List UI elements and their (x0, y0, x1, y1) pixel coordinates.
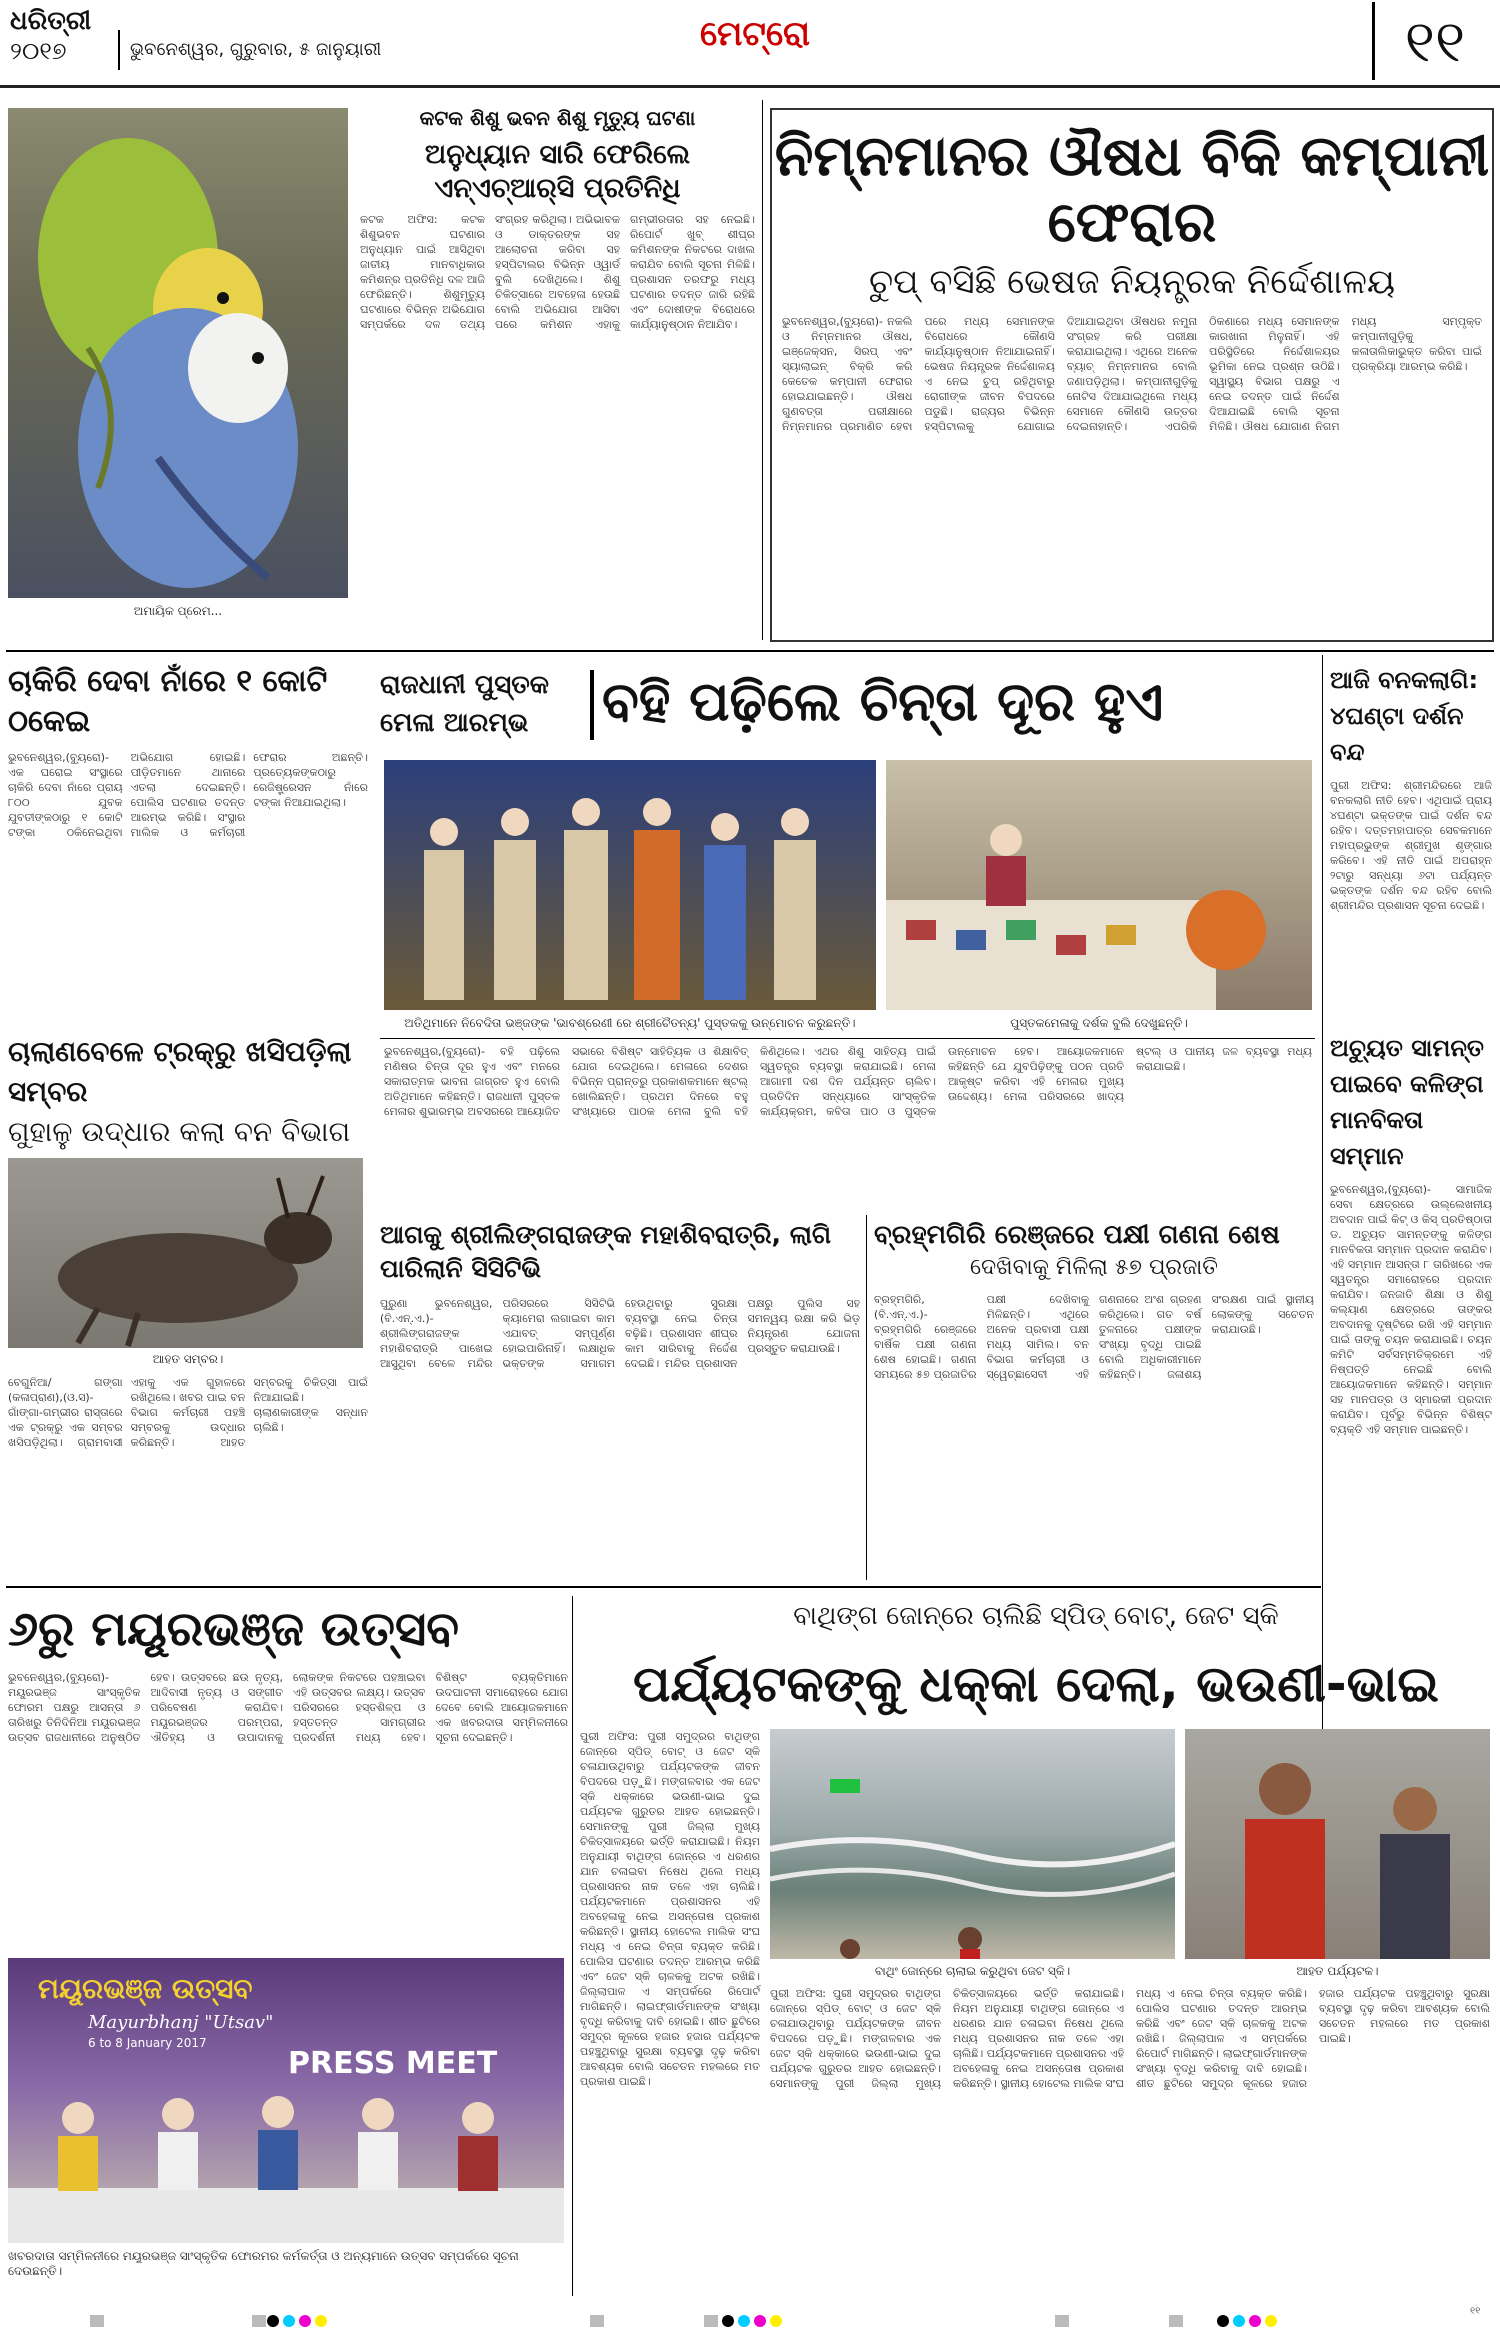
tourists-body-bottom: ପୁରୀ ଅଫିସ: ପୁରୀ ସମୁଦ୍ରର ବାଥିଙ୍ଗ ଜୋନ୍‌ରେ ସ୍ପିଡ୍ ବୋଟ୍ ଓ ଜେଟ ସ୍କି ଚଳାଯାଉଥିବାରୁ ପର୍ଯ୍ୟଟକଙ୍କ ଜୀବନ ବିପଦରେ ପଡ଼ୁଛି। ମଙ୍ଗଳବାର ଏକ ଜେଟ ସ୍କି ଧକ୍କାରେ ଭଉଣୀ-ଭାଇ ଦୁଇ ପର୍ଯ୍ୟଟକ ଗୁରୁତର ଆହତ ହୋଇଛନ୍ତି। ସେମାନଙ୍କୁ ପୁରୀ ଜିଲ୍ଲା ମୁଖ୍ୟ ଚିକିତ୍ସାଳୟରେ ଭର୍ତ୍ତି କରାଯାଇଛି। ନିୟମ ଅନୁଯାୟୀ ବାଥିଙ୍ଗ ଜୋନ୍‌ରେ ଏ ଧରଣର ଯାନ ଚଳାଇବା ନିଷେଧ ଥିଲେ ମଧ୍ୟ ପ୍ରଶାସନର ନାକ ତଳେ ଏହା ଚାଲିଛି। ପର୍ଯ୍ୟଟକମାନେ ପ୍ରଶାସନର ଏହି ଅବହେଳାକୁ ନେଇ ଅସନ୍ତୋଷ ପ୍ରକାଶ କରିଛନ୍ତି। ସ୍ଥାନୀୟ ହୋଟେଲ ମାଲିକ ସଂଘ ମଧ୍ୟ ଏ ନେଇ ଚିନ୍ତା ବ୍ୟକ୍ତ କରିଛି। ପୋଲିସ ଘଟଣାର ତଦନ୍ତ ଆରମ୍ଭ କରିଛି ଏବଂ ଜେଟ ସ୍କି ଚାଳକକୁ ଅଟକ ରଖିଛି। ଜିଲ୍ଲାପାଳ ଏ ସମ୍ପର୍କରେ ରିପୋର୍ଟ ମାଗିଛନ୍ତି। ଲାଇଫ୍‌ଗାର୍ଡମାନଙ୍କ ସଂଖ୍ୟା ବୃଦ୍ଧି କରିବାକୁ ଦାବି ହୋଇଛି। ଶୀତ ଛୁଟିରେ ସମୁଦ୍ର କୂଳରେ ହଜାର ହଜାର ପର୍ଯ୍ୟଟକ ପହଞ୍ଚୁଥିବାରୁ ସୁରକ୍ଷା ବ୍ୟବସ୍ଥା ଦୃଢ଼ କରିବା ଆବଶ୍ୟକ ବୋଲି ସଚେତନ ମହଲରେ ମତ ପ୍ରକାଶ ପାଇଛି। (770, 1987, 1490, 2090)
print-footer (0, 2300, 1500, 2338)
banner-dates: 6 to 8 January 2017 (88, 2036, 207, 2050)
deer-illustration (8, 1158, 363, 1348)
book-fair-rule (380, 1038, 1315, 1039)
bird-count-headline: ବ୍ରହ୍ମଗିରି ରେଞ୍ଜରେ ପକ୍ଷୀ ଗଣନା ଶେଷ (874, 1220, 1280, 1250)
color-dots-2 (720, 2312, 784, 2331)
mayurbhanj-body: ଭୁବନେଶ୍ୱର,(ବ୍ୟୁରୋ)- ମୟୂରଭଞ୍ଜ ସାଂସ୍କୃତିକ ଫୋରମ ପକ୍ଷରୁ ଆସନ୍ତା ୬ ତାରିଖରୁ ତିନିଦିନିଆ ମୟୂରଭଞ୍ଜ ଉତ୍ସବ ରାଜଧାନୀରେ ଅନୁଷ୍ଠିତ ହେବ। ଉତ୍ସବରେ ଛଉ ନୃତ୍ୟ, ଆଦିବାସୀ ନୃତ୍ୟ ଓ ସଙ୍ଗୀତ ପରିବେଷଣ କରାଯିବ। ମୟୂରଭଞ୍ଜର ପରମ୍ପରା, ଐତିହ୍ୟ ଓ ଉପାଦାନକୁ ଲୋକଙ୍କ ନିକଟରେ ପହଞ୍ଚାଇବା ଏହି ଉତ୍ସବର ଲକ୍ଷ୍ୟ। ଉତ୍ସବ ପରିସରରେ ହସ୍ତଶିଳ୍ପ ଓ ହସ୍ତତନ୍ତ ସାମଗ୍ରୀର ପ୍ରଦର୍ଶନୀ ମଧ୍ୟ ହେବ। ବିଶିଷ୍ଟ ବ୍ୟକ୍ତିମାନେ ଉଦଘାଟନୀ ସମାରୋହରେ ଯୋଗ ଦେବେ ବୋଲି ଆୟୋଜକମାନେ ଏକ ଖବରଦାତା ସମ୍ମିଳନୀରେ ସୂଚନା ଦେଇଛନ୍ତି। (8, 1671, 568, 1744)
deer-photo-caption: ଆହତ ସମ୍ବର। (152, 1352, 224, 1366)
book-fair-headline: ବହି ପଢ଼ିଲେ ଚିନ୍ତା ଦୂର ହୁଏ (602, 670, 1164, 733)
masthead (0, 0, 1500, 88)
samanta-award-headline: ଅଚ୍ୟୁତ ସାମନ୍ତ ପାଇବେ କଳିଙ୍ଗ ମାନବିକତା ସମ୍ମାନ (1330, 1034, 1484, 1170)
bankalagi-headline: ଆଜି ବନକଲାଗି: ୪ଘଣ୍ଟା ଦର୍ଶନ ବନ୍ଦ (1330, 666, 1479, 766)
deer-photo (8, 1158, 363, 1348)
shivaratri-body: ପୁରୁଣା ଭୁବନେଶ୍ୱର, (ବି.ଏନ୍.ଏ.)- ଶ୍ରୀଲିଙ୍ଗରାଜଙ୍କ ମହାଶିବରାତ୍ରି ପାଖେଇ ଆସୁଥିବା ବେଳେ ମନ୍ଦିର ପରିସରରେ ସିସିଟିଭି କ୍ୟାମେରା ଲଗାଇବା କାମ ଏଯାବତ୍ ସମ୍ପୂର୍ଣ୍ଣ ହୋଇପାରିନାହିଁ। ଲକ୍ଷାଧିକ ଭକ୍ତଙ୍କ ସମାଗମ ହେଉଥିବାରୁ ସୁରକ୍ଷା ବ୍ୟବସ୍ଥା ନେଇ ଚିନ୍ତା ବଢ଼ିଛି। ପ୍ରଶାସନ ଶୀଘ୍ର କାମ ସାରିବାକୁ ନିର୍ଦ୍ଦେଶ ଦେଇଛି। ମନ୍ଦିର ପ୍ରଶାସନ ପକ୍ଷରୁ ପୁଲିସ ସହ ସମନ୍ୱୟ ରକ୍ଷା କରି ଭିଡ଼ ନିୟନ୍ତ୍ରଣ ଯୋଜନା ପ୍ରସ୍ତୁତ କରାଯାଉଛି। (380, 1297, 860, 1370)
logo-year: ୨୦୧୭ (10, 37, 67, 65)
samanta-award-body: ଭୁବନେଶ୍ୱର,(ବ୍ୟୁରୋ)- ସାମାଜିକ ସେବା କ୍ଷେତ୍ରରେ ଉଲ୍ଲେଖନୀୟ ଅବଦାନ ପାଇଁ କିଟ୍ ଓ କିସ୍ ପ୍ରତିଷ୍ଠାତା ଡ. ଅଚ୍ୟୁତ ସାମନ୍ତଙ୍କୁ କଳିଙ୍ଗ ମାନବିକତା ସମ୍ମାନ ପ୍ରଦାନ କରାଯିବ। ଏହି ସମ୍ମାନ ଆସନ୍ତା ୮ ତାରିଖରେ ଏକ ସ୍ୱତନ୍ତ୍ର ସମାରୋହରେ ପ୍ରଦାନ କରାଯିବ। ଜନଜାତି ଶିକ୍ଷା ଓ ଶିଶୁ କଲ୍ୟାଣ କ୍ଷେତ୍ରରେ ତାଙ୍କର ଅବଦାନକୁ ଦୃଷ୍ଟିରେ ରଖି ଏହି ସମ୍ମାନ ପାଇଁ ତାଙ୍କୁ ଚୟନ କରାଯାଇଛି। ଚୟନ କମିଟି ସର୍ବସମ୍ମତିକ୍ରମେ ଏହି ନିଷ୍ପତ୍ତି ନେଇଛି ବୋଲି ଆୟୋଜକମାନେ କହିଛନ୍ତି। ସମ୍ମାନ ସହ ମାନପତ୍ର ଓ ସ୍ମାରକୀ ପ୍ରଦାନ କରାଯିବ। ପୂର୍ବରୁ ବିଭିନ୍ନ ବିଶିଷ୍ଟ ବ୍ୟକ୍ତି ଏହି ସମ୍ମାନ ପାଇଛନ୍ତି। (1330, 1183, 1492, 1436)
bird-count-subhead: ଦେଖିବାକୁ ମିଳିଲା ୫୭ ପ୍ରଜାତି (970, 1255, 1218, 1280)
book-fair-divider (590, 670, 594, 740)
deer-headline-1: ଚାଲାଣବେଳେ ଟ୍ରକ୍‌ରୁ ଖସିପଡ଼ିଲା ସମ୍ବର (8, 1035, 352, 1108)
mayurbhanj-story (8, 1596, 568, 2296)
jet-ski-caption: ବାଥିଂ ଜୋନ୍‌ରେ ଚାଲାଇ କରୁଥିବା ଜେଟ ସ୍କି। (874, 1964, 1071, 1978)
logo-name: ଧରିତ୍ରୀ (10, 6, 92, 36)
dateline: ଭୁବନେଶ୍ୱର, ଗୁରୁବାର, ୫ ଜାନୁୟାରୀ (118, 30, 381, 70)
deer-headline-2: ଗୁହାଳୁ ଉଦ୍ଧାର କଲା ବନ ବିଭାଗ (8, 1115, 351, 1148)
deer-story (8, 1032, 368, 1572)
color-dots-3 (1215, 2312, 1279, 2331)
deer-body: ବେଗୁନିଆ/ ଗଙ୍ଗା (କଳାପ୍ରାଣ),(ଓ.ସ)- ଗାଁଙ୍ଗା-ଗମ୍ଭୀର ରାସ୍ତାରେ ଏକ ଟ୍ରକ୍‌ରୁ ଏକ ସମ୍ବର ଖସିପଡ଼ିଥିଲା। ଗ୍ରାମବାସୀ ଏହାକୁ ଏକ ଗୁହାଳରେ ରଖିଥିଲେ। ଖବର ପାଇ ବନ ବିଭାଗ କର୍ମଚାରୀ ପହଞ୍ଚି ସମ୍ବରକୁ ଉଦ୍ଧାର କରିଛନ୍ତି। ଆହତ ସମ୍ବରକୁ ଚିକିତ୍ସା ପାଇଁ ନିଆଯାଇଛି। ଚାଲାଣକାରୀଙ୍କ ସନ୍ଧାନ ଚାଲିଛି। (8, 1376, 368, 1449)
section-title: ମେଟ୍ରୋ (699, 14, 811, 54)
mayurbhanj-headline: ୬ରୁ ମୟୂରଭଞ୍ଜ ଉତ୍ସବ (8, 1601, 459, 1657)
registration-marks-1 (90, 2312, 266, 2331)
jet-ski-illustration (770, 1729, 1175, 1959)
lead-headline: ନିମ୍ନମାନର ଔଷଧ ବିକି କମ୍ପାନୀ ଫେରାର (774, 124, 1490, 255)
shivaratri-divider (866, 1215, 867, 1580)
book-launch-caption: ଅତିଥିମାନେ ନିବେଦିତା ଭଞ୍ଜଙ୍କ 'ଭାବଶ୍ରେଣୀ ରେ ଶ୍ରୀଚୈତନ୍ୟ' ପୁସ୍ତକକୁ ଉନ୍ମୋଚନ କରୁଛନ୍ତି। (404, 1016, 856, 1030)
jet-ski-photo (770, 1729, 1175, 1959)
bird-count-story (874, 1218, 1314, 1578)
nhrc-kicker: କଟକ ଶିଶୁ ଭବନ ଶିଶୁ ମୃତ୍ୟୁ ଘଟଣା (419, 106, 696, 130)
tourists-headline: ପର୍ଯ୍ୟଟକଙ୍କୁ ଧକ୍କା ଦେଲା, ଭଉଣୀ-ଭାଇ (632, 1655, 1440, 1713)
shivaratri-headline: ଆଗକୁ ଶ୍ରୀଲିଙ୍ଗରାଜଙ୍କ ମହାଶିବରାତ୍ରି, ଲାଗି ପାରିଲାନି ସିସିଟିଭି (380, 1220, 832, 1283)
book-fair-kicker: ରାଜଧାନୀ ପୁସ୍ତକ ମେଳା ଆରମ୍ଭ (380, 670, 549, 738)
bird-photo-caption: ଅମାୟିକ ପ୍ରେମ... (133, 604, 223, 618)
registration-marks-3 (1055, 2312, 1183, 2331)
injured-tourists-caption: ଆହତ ପର୍ଯ୍ୟଟକ। (1296, 1964, 1379, 1978)
horizontal-rule-2 (6, 1586, 1321, 1588)
shivaratri-story (380, 1218, 860, 1578)
job-fraud-headline: ଚାକିରି ଦେବା ନାଁରେ ୧ କୋଟି ଠକେଇ (8, 664, 328, 739)
bankalagi-body: ପୁରୀ ଅଫିସ: ଶ୍ରୀମନ୍ଦିରରେ ଆଜି ବନକଲାଗି ନୀତି ହେବ। ଏଥିପାଇଁ ପ୍ରାୟ ୪ଘଣ୍ଟା ଭକ୍ତଙ୍କ ପାଇଁ ଦର୍ଶନ ବନ୍ଦ ରହିବ। ଦତ୍ତମହାପାତ୍ର ସେବକମାନେ ମହାପ୍ରଭୁଙ୍କ ଶ୍ରୀମୁଖ ଶୃଙ୍ଗାର କରିବେ। ଏହି ନୀତି ପାଇଁ ଅପରାହ୍ନ ୨ଟାରୁ ସନ୍ଧ୍ୟା ୬ଟା ପର୍ଯ୍ୟନ୍ତ ଭକ୍ତଙ୍କ ଦର୍ଶନ ବନ୍ଦ ରହିବ ବୋଲି ଶ୍ରୀମନ୍ଦିର ପ୍ରଶାସନ ସୂଚନା ଦେଇଛି। (1330, 779, 1492, 912)
job-fraud-body: ଭୁବନେଶ୍ୱର,(ବ୍ୟୁରୋ)- ଏକ ଘରୋଇ ସଂସ୍ଥାରେ ଚାକିରି ଦେବା ନାଁରେ ପ୍ରାୟ ୮୦୦ ଯୁବକ ଯୁବତୀଙ୍କଠାରୁ ୧ କୋଟି ଟଙ୍କା ଠକିନେଇଥିବା ଅଭିଯୋଗ ହୋଇଛି। ପୀଡ଼ିତମାନେ ଥାନାରେ ଏତଲା ଦେଇଛନ୍ତି। ପୋଲିସ ଘଟଣାର ତଦନ୍ତ ଆରମ୍ଭ କରିଛି। ସଂସ୍ଥାର ମାଲିକ ଓ କର୍ମଚାରୀ ଫେରାର ଅଛନ୍ତି। ପ୍ରତ୍ୟେକଙ୍କଠାରୁ ରେଜିଷ୍ଟ୍ରେସନ ନାଁରେ ଟଙ୍କା ନିଆଯାଇଥିଲା। (8, 751, 368, 839)
newspaper-logo (10, 6, 110, 76)
book-stall-illustration (886, 760, 1312, 1010)
mayurbhanj-press-photo (8, 1958, 564, 2243)
footer-page-code: ୧୧ (1470, 2306, 1481, 2317)
injured-tourists-illustration (1185, 1729, 1490, 1959)
nhrc-body: କଟକ ଅଫିସ: କଟକ ଶିଶୁଭବନ ଘଟଣାର ଅନୁଧ୍ୟାନ ପାଇଁ ଆସିଥିବା ଜାତୀୟ ମାନବାଧିକାର କମିଶନ୍‌ର ପ୍ରତିନିଧି ଦଳ ଆଜି ଫେରିଛନ୍ତି। ଶିଶୁମୃତ୍ୟୁ ଘଟଣାରେ ବିଭିନ୍ନ ଅଭିଯୋଗ ସମ୍ପର୍କରେ ଦଳ ତଥ୍ୟ ସଂଗ୍ରହ କରିଥିଲା। ଅଭିଭାବକ ଓ ଡାକ୍ତରଙ୍କ ସହ ଆଲୋଚନା କରିବା ସହ ହସ୍ପିଟାଲର ବିଭିନ୍ନ ଓ୍ୱାର୍ଡ ବୁଲି ଦେଖିଥିଲେ। ଶିଶୁ ଚିକିତ୍ସାରେ ଅବହେଳା ହେଉଛି ବୋଲି ଅଭିଯୋଗ ଆସିବା ପରେ କମିଶନ ଏହାକୁ ଗମ୍ଭୀରତାର ସହ ନେଇଛି। ରିପୋର୍ଟ ଖୁବ୍ ଶୀଘ୍ର କମିଶନଙ୍କ ନିକଟରେ ଦାଖଲ କରାଯିବ ବୋଲି ସୂଚନା ମିଳିଛି। ପ୍ରଶାସନ ତରଫରୁ ମଧ୍ୟ ଘଟଣାର ତଦନ୍ତ ଜାରି ରହିଛି ଏବଂ ଦୋଷୀଙ୍କ ବିରୋଧରେ କାର୍ଯ୍ୟାନୁଷ୍ଠାନ ନିଆଯିବ। (360, 213, 755, 331)
book-launch-illustration (384, 760, 876, 1010)
nhrc-story (360, 106, 755, 638)
banner-subtitle: Mayurbhanj "Utsav" (88, 2012, 274, 2033)
mayurbhanj-divider (572, 1596, 573, 2296)
color-dots-1 (265, 2312, 329, 2331)
registration-marks-2 (590, 2312, 718, 2331)
book-stall-photo (886, 760, 1312, 1010)
page-number: ୧୧ (1372, 2, 1495, 80)
lead-subhead: ଚୁପ୍ ବସିଛି ଭେଷଜ ନିୟନ୍ତ୍ରକ ନିର୍ଦ୍ଦେଶାଳୟ (868, 262, 1396, 302)
press-meet-illustration (8, 2078, 564, 2243)
bird-photo-block (8, 108, 348, 633)
horizontal-rule-1 (6, 650, 1494, 652)
banner-title: ମୟୂରଭଞ୍ଜ ଉତ୍ସବ (38, 1972, 253, 2005)
mayurbhanj-caption: ଖବରଦାତା ସମ୍ମିଳନୀରେ ମୟୂରଭଞ୍ଜ ସାଂସ୍କୃତିକ ଫୋରମର କର୍ମକର୍ତ୍ତା ଓ ଅନ୍ୟମାନେ ଉତ୍ସବ ସମ୍ପର୍କରେ ସୂଚନା ଦେଉଛନ୍ତି। (8, 2249, 519, 2278)
vertical-rule (762, 100, 763, 640)
book-launch-photo (384, 760, 876, 1010)
job-fraud-story (8, 662, 368, 1022)
nhrc-headline: ଅନୁଧ୍ୟାନ ସାରି ଫେରିଲେ ଏନ୍‌ଏଚ୍‌ଆର୍‌ସି ପ୍ରତିନିଧି (424, 139, 691, 204)
injured-tourists-photo (1185, 1729, 1490, 1959)
lead-body: ଭୁବନେଶ୍ୱର,(ବ୍ୟୁରୋ)- ନକଲି ଓ ନିମ୍ନମାନର ଔଷଧ, ଇଞ୍ଜେକ୍ସନ, ସିରପ୍ ଏବଂ ସ୍ୟାଲାଇନ୍ ବିକ୍ରି କରି କେତେକ କମ୍ପାନୀ ଫେରାର ହୋଇଯାଇଛନ୍ତି। ଔଷଧ ଗୁଣବତ୍ତା ପରୀକ୍ଷାରେ ନିମ୍ନମାନର ପ୍ରମାଣିତ ହେବା ପରେ ମଧ୍ୟ ସେମାନଙ୍କ ବିରୋଧରେ କୌଣସି କାର୍ଯ୍ୟାନୁଷ୍ଠାନ ନିଆଯାଇନାହିଁ। ଭେଷଜ ନିୟନ୍ତ୍ରକ ନିର୍ଦ୍ଦେଶାଳୟ ଏ ନେଇ ଚୁପ୍ ରହିଥିବାରୁ ରୋଗୀଙ୍କ ଜୀବନ ବିପଦରେ ପଡୁଛି। ରାଜ୍ୟର ବିଭିନ୍ନ ହସ୍ପିଟାଲକୁ ଯୋଗାଇ ଦିଆଯାଇଥିବା ଔଷଧର ନମୁନା ସଂଗ୍ରହ କରି ପରୀକ୍ଷା କରାଯାଇଥିଲା। ଏଥିରେ ଅନେକ ବ୍ୟାଚ୍ ନିମ୍ନମାନର ବୋଲି ଜଣାପଡ଼ିଥିଲା। କମ୍ପାନୀଗୁଡ଼ିକୁ ନୋଟିସ ଦିଆଯାଇଥିଲେ ମଧ୍ୟ ସେମାନେ କୌଣସି ଉତ୍ତର ଦେଇନାହାନ୍ତି। ଏପରିକି ଠିକଣାରେ ମଧ୍ୟ ସେମାନଙ୍କ କାରଖାନା ମିଳୁନାହିଁ। ଏହି ପରିସ୍ଥିତିରେ ନିର୍ଦ୍ଦେଶାଳୟର ଭୂମିକା ନେଇ ପ୍ରଶ୍ନ ଉଠିଛି। ସ୍ୱାସ୍ଥ୍ୟ ବିଭାଗ ପକ୍ଷରୁ ଏ ନେଇ ତଦନ୍ତ ପାଇଁ ନିର୍ଦ୍ଦେଶ ଦିଆଯାଇଛି ବୋଲି ସୂଚନା ମିଳିଛି। ଔଷଧ ଯୋଗାଣ ନିଗମ ମଧ୍ୟ ସମ୍ପୃକ୍ତ କମ୍ପାନୀଗୁଡ଼ିକୁ କଳାତାଲିକାଭୁକ୍ତ କରିବା ପାଇଁ ପ୍ରକ୍ରିୟା ଆରମ୍ଭ କରିଛି। (782, 315, 1482, 433)
book-stall-caption: ପୁସ୍ତକମେଳାକୁ ଦର୍ଶକ ବୁଲି ଦେଖୁଛନ୍ତି। (1010, 1016, 1188, 1030)
tourists-story (580, 1594, 1492, 2298)
press-meet-text: PRESS MEET (288, 2046, 498, 2081)
tourists-body-top: ପୁରୀ ଅଫିସ: ପୁରୀ ସମୁଦ୍ରର ବାଥିଙ୍ଗ ଜୋନ୍‌ରେ ସ୍ପିଡ୍ ବୋଟ୍ ଓ ଜେଟ ସ୍କି ଚଳାଯାଉଥିବାରୁ ପର୍ଯ୍ୟଟକଙ୍କ ଜୀବନ ବିପଦରେ ପଡ଼ୁଛି। ମଙ୍ଗଳବାର ଏକ ଜେଟ ସ୍କି ଧକ୍କାରେ ଭଉଣୀ-ଭାଇ ଦୁଇ ପର୍ଯ୍ୟଟକ ଗୁରୁତର ଆହତ ହୋଇଛନ୍ତି। ସେମାନଙ୍କୁ ପୁରୀ ଜିଲ୍ଲା ମୁଖ୍ୟ ଚିକିତ୍ସାଳୟରେ ଭର୍ତ୍ତି କରାଯାଇଛି। ନିୟମ ଅନୁଯାୟୀ ବାଥିଙ୍ଗ ଜୋନ୍‌ରେ ଏ ଧରଣର ଯାନ ଚଳାଇବା ନିଷେଧ ଥିଲେ ମଧ୍ୟ ପ୍ରଶାସନର ନାକ ତଳେ ଏହା ଚାଲିଛି। ପର୍ଯ୍ୟଟକମାନେ ପ୍ରଶାସନର ଏହି ଅବହେଳାକୁ ନେଇ ଅସନ୍ତୋଷ ପ୍ରକାଶ କରିଛନ୍ତି। ସ୍ଥାନୀୟ ହୋଟେଲ ମାଲିକ ସଂଘ ମଧ୍ୟ ଏ ନେଇ ଚିନ୍ତା ବ୍ୟକ୍ତ କରିଛି। ପୋଲିସ ଘଟଣାର ତଦନ୍ତ ଆରମ୍ଭ କରିଛି ଏବଂ ଜେଟ ସ୍କି ଚାଳକକୁ ଅଟକ ରଖିଛି। ଜିଲ୍ଲାପାଳ ଏ ସମ୍ପର୍କରେ ରିପୋର୍ଟ ମାଗିଛନ୍ତି। ଲାଇଫ୍‌ଗାର୍ଡମାନଙ୍କ ସଂଖ୍ୟା ବୃଦ୍ଧି କରିବାକୁ ଦାବି ହୋଇଛି। ଶୀତ ଛୁଟିରେ ସମୁଦ୍ର କୂଳରେ ହଜାର ହଜାର ପର୍ଯ୍ୟଟକ ପହଞ୍ଚୁଥିବାରୁ ସୁରକ୍ଷା ବ୍ୟବସ୍ଥା ଦୃଢ଼ କରିବା ଆବଶ୍ୟକ ବୋଲି ସଚେତନ ମହଲରେ ମତ ପ୍ରକାଶ ପାଇଛି। (580, 1730, 760, 2088)
lead-story (770, 108, 1494, 642)
tourists-kicker: ବାଥିଙ୍ଗ ଜୋନ୍‌ରେ ଚାଲିଛି ସ୍ପିଡ୍ ବୋଟ୍, ଜେଟ ସ୍କି (793, 1601, 1279, 1631)
bird-count-body: ବ୍ରହ୍ମଗିରି, (ବି.ଏନ୍.ଏ.)- ବ୍ରହ୍ମଗିରି ରେଞ୍ଜରେ ବାର୍ଷିକ ପକ୍ଷୀ ଗଣନା ଶେଷ ହୋଇଛି। ଗଣନା ସମୟରେ ୫୭ ପ୍ରଜାତିର ପକ୍ଷୀ ଦେଖିବାକୁ ମିଳିଛନ୍ତି। ଏଥିରେ ଅନେକ ପ୍ରବାସୀ ପକ୍ଷୀ ମଧ୍ୟ ସାମିଲ। ବନ ବିଭାଗ କର୍ମଚାରୀ ଓ ସ୍ୱେଚ୍ଛାସେବୀ ଏହି ଗଣନାରେ ଅଂଶ ଗ୍ରହଣ କରିଥିଲେ। ଗତ ବର୍ଷ ତୁଳନାରେ ପକ୍ଷୀଙ୍କ ସଂଖ୍ୟା ବୃଦ୍ଧି ପାଇଛି ବୋଲି ଅଧିକାରୀମାନେ କହିଛନ୍ତି। ଜଳାଶୟ ସଂରକ୍ଷଣ ପାଇଁ ସ୍ଥାନୀୟ ଲୋକଙ୍କୁ ସଚେତନ କରାଯାଉଛି। (874, 1293, 1314, 1381)
book-fair-body: ଭୁବନେଶ୍ୱର,(ବ୍ୟୁରୋ)- ବହି ପଢ଼ିଲେ ମଣିଷର ଚିନ୍ତା ଦୂର ହୁଏ ଏବଂ ମନରେ ସକାରାତ୍ମକ ଭାବନା ଜାଗ୍ରତ ହୁଏ ବୋଲି ଅତିଥିମାନେ କହିଛନ୍ତି। ରାଜଧାନୀ ପୁସ୍ତକ ମେଳାର ଶୁଭାରମ୍ଭ ଅବସରରେ ଆୟୋଜିତ ସଭାରେ ବିଶିଷ୍ଟ ସାହିତ୍ୟିକ ଓ ଶିକ୍ଷାବିତ୍ ଯୋଗ ଦେଇଥିଲେ। ମେଳାରେ ଦେଶର ବିଭିନ୍ନ ପ୍ରାନ୍ତରୁ ପ୍ରକାଶକମାନେ ଷ୍ଟଲ୍ ଖୋଲିଛନ୍ତି। ପ୍ରଥମ ଦିନରେ ବହୁ ସଂଖ୍ୟାରେ ପାଠକ ମେଳା ବୁଲି ବହି କିଣିଥିଲେ। ଏଥର ଶିଶୁ ସାହିତ୍ୟ ପାଇଁ ସ୍ୱତନ୍ତ୍ର ବ୍ୟବସ୍ଥା କରାଯାଇଛି। ମେଳା ଆଗାମୀ ଦଶ ଦିନ ପର୍ଯ୍ୟନ୍ତ ଚାଲିବ। ପ୍ରତିଦିନ ସନ୍ଧ୍ୟାରେ ସାଂସ୍କୃତିକ କାର୍ଯ୍ୟକ୍ରମ, କବିତା ପାଠ ଓ ପୁସ୍ତକ ଉନ୍ମୋଚନ ହେବ। ଆୟୋଜକମାନେ କହିଛନ୍ତି ଯେ ଯୁବପିଢ଼ିଙ୍କୁ ପଠନ ପ୍ରତି ଆକୃଷ୍ଟ କରିବା ଏହି ମେଳାର ମୁଖ୍ୟ ଉଦ୍ଦେଶ୍ୟ। ମେଳା ପରିସରରେ ଖାଦ୍ୟ ଷ୍ଟଲ୍ ଓ ପାନୀୟ ଜଳ ବ୍ୟବସ୍ଥା ମଧ୍ୟ କରାଯାଇଛି। (384, 1045, 1312, 1118)
budgie-illustration (8, 108, 348, 598)
budgerigar-photo (8, 108, 348, 598)
